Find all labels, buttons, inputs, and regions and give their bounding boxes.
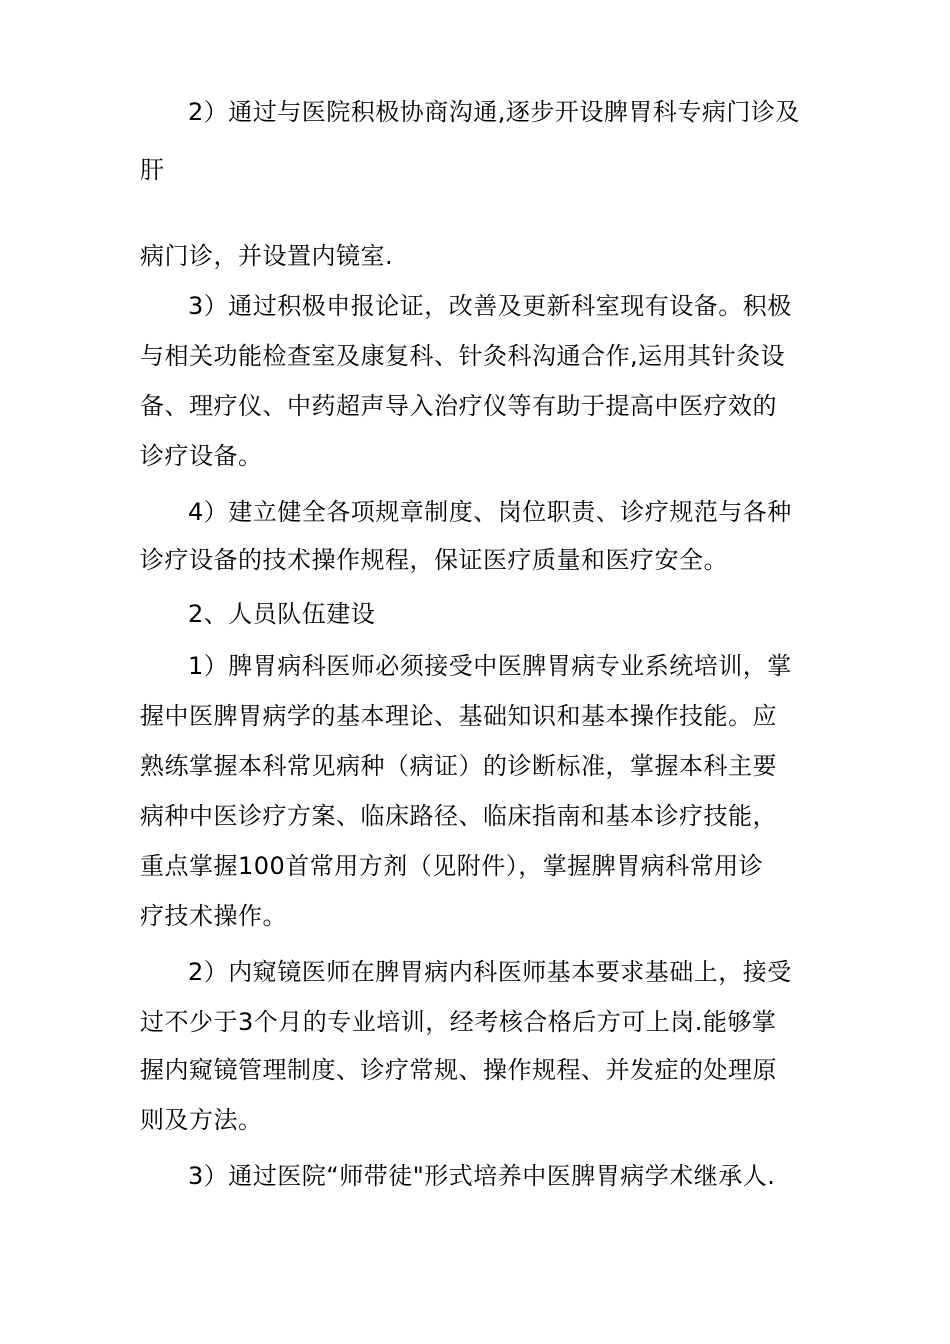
text-line: 诊疗设备的技术操作规程，保证医疗质量和医疗安全。 xyxy=(140,546,728,574)
text-line: 3）通过积极申报论证，改善及更新科室现有设备。积极 xyxy=(188,292,792,320)
text-line: 疗技术操作。 xyxy=(140,902,287,930)
text-line: 备、理疗仪、中药超声导入治疗仪等有助于提高中医疗效的 xyxy=(140,392,777,420)
text-line: 2）内窥镜医师在脾胃病内科医师基本要求基础上，接受 xyxy=(188,958,792,986)
text-line: 握中医脾胃病学的基本理论、基础知识和基本操作技能。应 xyxy=(140,702,777,730)
text-line: 熟练掌握本科常见病种（病证）的诊断标准，掌握本科主要 xyxy=(140,752,777,780)
text-line: 肝 xyxy=(140,156,165,184)
text-line: 握内窥镜管理制度、诊疗常规、操作规程、并发症的处理原 xyxy=(140,1056,777,1084)
text-line: 2）通过与医院积极协商沟通,逐步开设脾胃科专病门诊及 xyxy=(188,98,800,126)
text-line: 与相关功能检查室及康复科、针灸科沟通合作,运用其针灸设 xyxy=(140,342,786,370)
text-line: 4）建立健全各项规章制度、岗位职责、诊疗规范与各种 xyxy=(188,498,792,526)
text-line: 过不少于3个月的专业培训，经考核合格后方可上岗.能够掌 xyxy=(140,1008,777,1036)
text-line: 3）通过医院“师带徒"形式培养中医脾胃病学术继承人. xyxy=(188,1162,776,1190)
text-line: 病种中医诊疗方案、临床路径、临床指南和基本诊疗技能， xyxy=(140,802,777,830)
text-line: 病门诊，并设置内镜室. xyxy=(140,242,394,270)
text-line: 则及方法。 xyxy=(140,1106,263,1134)
text-line: 重点掌握100首常用方剂（见附件），掌握脾胃病科常用诊 xyxy=(140,852,764,880)
text-line: 诊疗设备。 xyxy=(140,442,263,470)
section-heading: 2、人员队伍建设 xyxy=(188,600,376,628)
text-line: 1）脾胃病科医师必须接受中医脾胃病专业系统培训，掌 xyxy=(188,652,792,680)
